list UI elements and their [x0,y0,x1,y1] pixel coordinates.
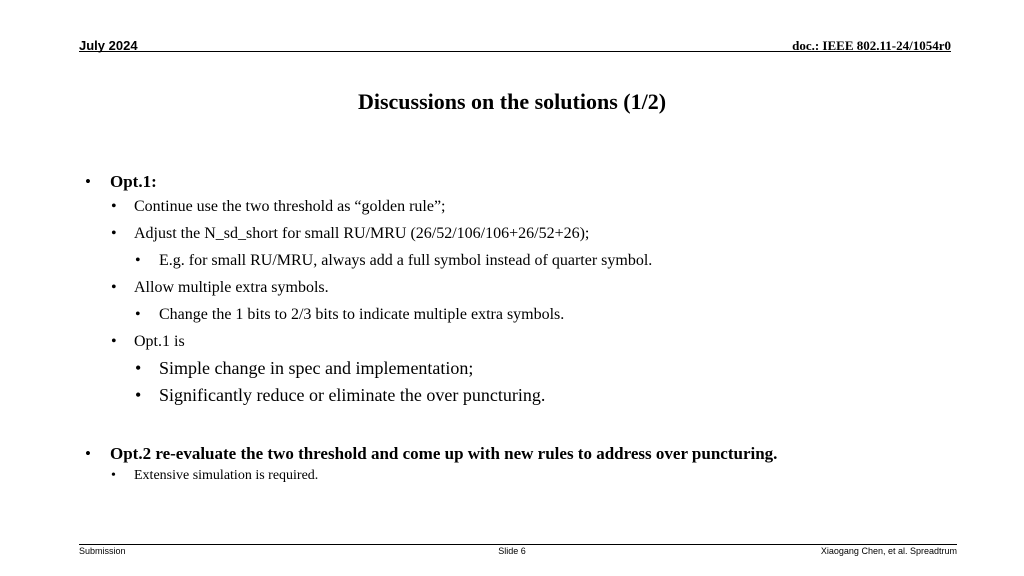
list-item-text: E.g. for small RU/MRU, always add a full symbol instead of quarter symbol. [159,252,653,269]
bullet-opt1 [85,171,965,193]
bullet-full-symbol [85,247,965,274]
header-date: July 2024 [79,38,138,53]
bullet-marker: • [111,468,116,483]
list-item-text: Adjust the N_sd_short for small RU/MRU (26/52/106/106+26/52+26); [134,225,590,242]
list-item-text: Allow multiple extra symbols. [134,279,329,296]
bullet-opt2 [85,443,965,465]
footer-submission: Submission [79,546,126,556]
bullet-marker: • [111,279,117,296]
bullet-bits-change [85,301,965,328]
section-gap [85,409,965,443]
bullet-marker: • [111,225,117,242]
bullet-opt1-is [85,328,965,355]
list-item-text: Opt.1 is [134,333,185,350]
bullet-marker: • [135,252,141,269]
bullet-marker: • [135,306,141,323]
slide-title: Discussions on the solutions (1/2) [357,89,667,114]
header-rule [79,51,951,52]
footer-rule [79,544,957,545]
footer-authors: Xiaogang Chen, et al. Spreadtrum [820,546,957,556]
list-item-text: Continue use the two threshold as “golden rule”; [134,198,446,215]
bullet-multiple-symbols [85,274,965,301]
list-item-text: Change the 1 bits to 2/3 bits to indicate multiple extra symbols. [159,306,565,323]
bullet-simple-change [85,355,965,382]
slide-content [85,171,965,487]
bullet-reduce-puncturing [85,382,965,409]
bullet-extensive-simulation [85,465,965,487]
opt1-heading: Opt.1: [110,172,157,191]
list-item-text: Simple change in spec and implementation; [159,358,474,378]
footer-slide-number: Slide 6 [498,546,526,556]
opt2-heading: Opt.2 re-evaluate the two threshold and come up with new rules to address over puncturing. [110,444,778,463]
bullet-marker: • [85,172,91,191]
header-doc-id: doc.: IEEE 802.11-24/1054r0 [792,38,951,53]
bullet-marker: • [85,444,91,463]
list-item-text: Extensive simulation is required. [134,468,319,483]
bullet-golden-rule [85,193,965,220]
bullet-marker: • [111,333,117,350]
bullet-adjust-nsd [85,220,965,247]
bullet-marker: • [135,385,142,405]
list-item-text: Significantly reduce or eliminate the over puncturing. [159,385,546,405]
bullet-marker: • [111,198,117,215]
bullet-marker: • [135,358,142,378]
